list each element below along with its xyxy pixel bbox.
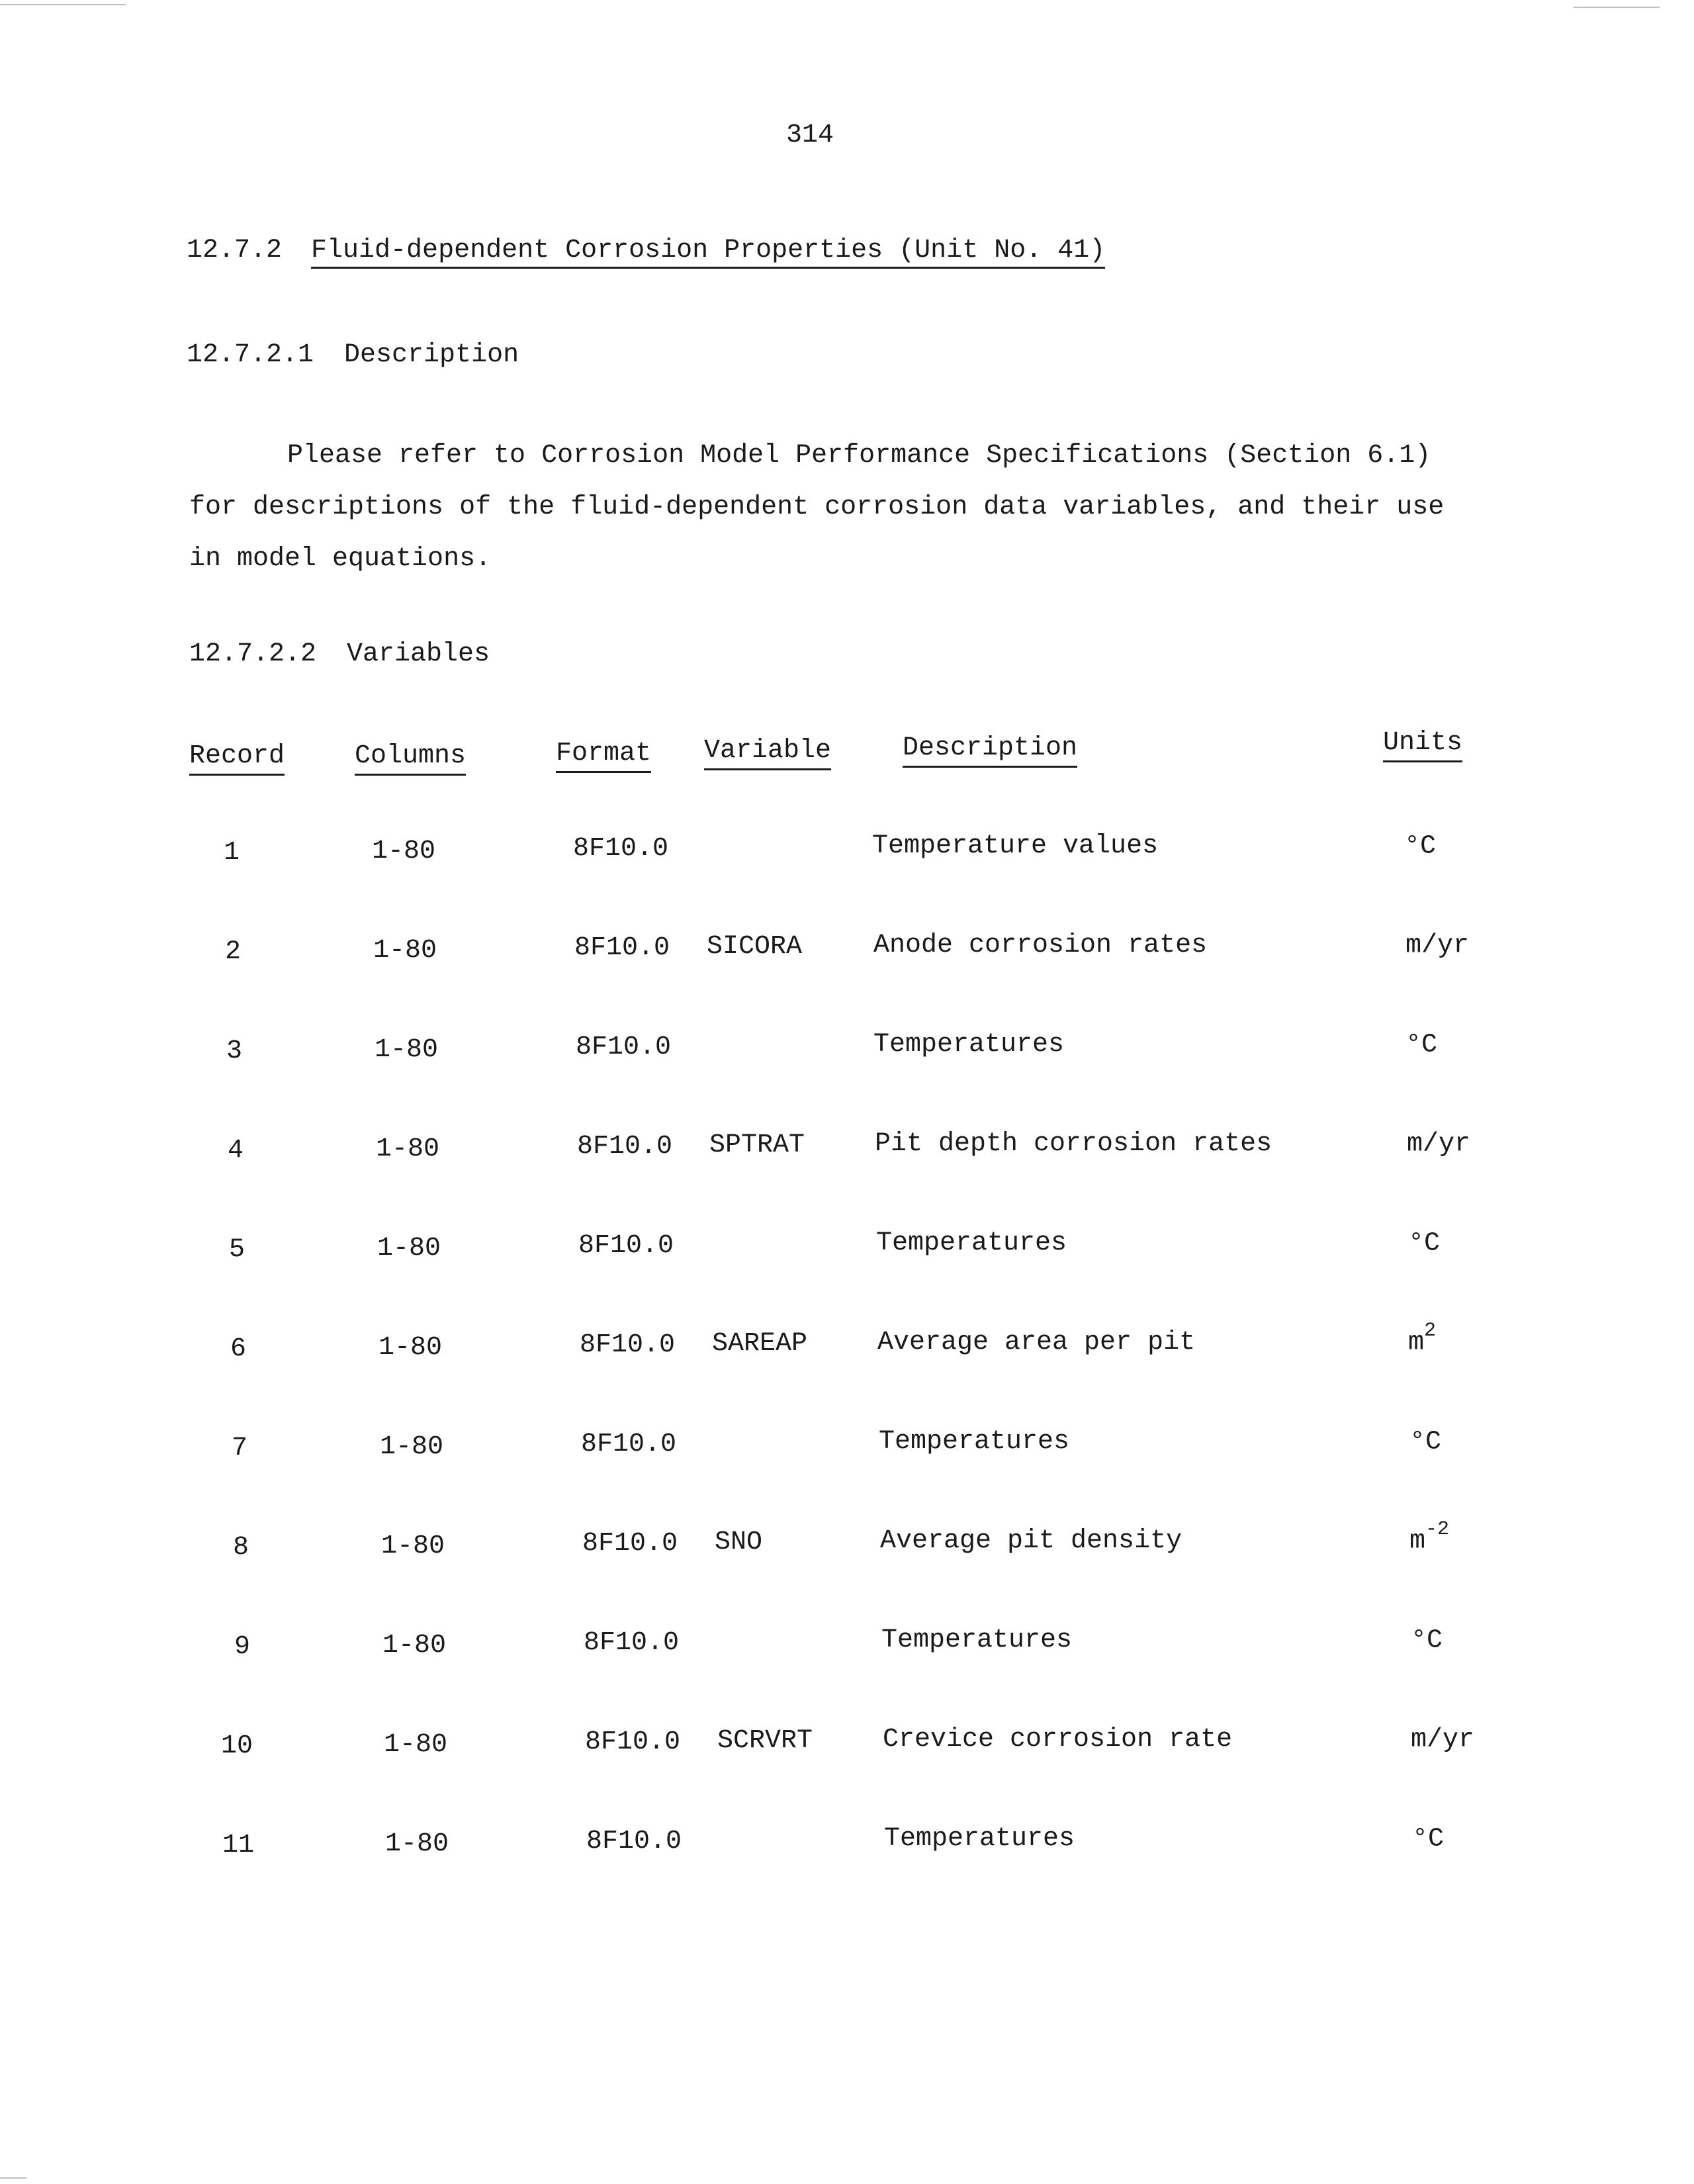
cell-format: 8F10.0 bbox=[577, 1132, 673, 1161]
cell-units bbox=[1407, 1125, 1470, 1159]
paragraph-line: Please refer to Corrosion Model Performance Specifications (Section 6.1) bbox=[287, 441, 1431, 471]
scan-edge-mark bbox=[0, 4, 126, 5]
cell-description: Temperatures bbox=[876, 1228, 1067, 1258]
units-base: °C bbox=[1411, 1625, 1443, 1656]
column-header-units: Units bbox=[1383, 728, 1462, 762]
column-header-record: Record bbox=[189, 741, 285, 776]
cell-units bbox=[1411, 1621, 1443, 1655]
column-header-format: Format bbox=[556, 739, 651, 773]
cell-units bbox=[1408, 1224, 1440, 1258]
cell-format: 8F10.0 bbox=[585, 1727, 681, 1757]
cell-units bbox=[1405, 1026, 1437, 1060]
description-paragraph bbox=[189, 430, 1526, 585]
cell-columns: 1-80 bbox=[382, 1631, 447, 1661]
cell-units bbox=[1405, 927, 1469, 960]
paragraph-line: for descriptions of the fluid-dependent corrosion data variables, and their use bbox=[189, 492, 1445, 522]
units-base: °C bbox=[1404, 831, 1437, 862]
scan-edge-mark bbox=[0, 2177, 26, 2179]
cell-record: 1 bbox=[224, 838, 240, 868]
cell-columns: 1-80 bbox=[372, 837, 436, 866]
cell-record: 3 bbox=[226, 1036, 243, 1066]
cell-units bbox=[1408, 1320, 1437, 1358]
cell-columns: 1-80 bbox=[377, 1234, 441, 1263]
cell-record: 11 bbox=[222, 1831, 255, 1860]
description-title: Description bbox=[344, 340, 519, 370]
cell-description: Temperatures bbox=[884, 1824, 1075, 1854]
cell-columns: 1-80 bbox=[373, 936, 437, 966]
cell-columns: 1-80 bbox=[380, 1432, 444, 1462]
column-header-columns: Columns bbox=[355, 741, 466, 776]
paragraph-line: in model equations. bbox=[189, 544, 492, 574]
cell-units bbox=[1404, 827, 1436, 861]
cell-units bbox=[1412, 1820, 1444, 1854]
cell-format: 8F10.0 bbox=[586, 1827, 682, 1856]
cell-variable: SPTRAT bbox=[709, 1130, 805, 1160]
cell-columns: 1-80 bbox=[376, 1134, 440, 1164]
variables-number: 12.7.2.2 bbox=[189, 639, 317, 669]
cell-description: Average area per pit bbox=[877, 1328, 1196, 1357]
units-base: m/yr bbox=[1407, 1129, 1471, 1160]
units-base: m bbox=[1409, 1526, 1426, 1557]
description-number: 12.7.2.1 bbox=[187, 340, 314, 370]
column-header-variable: Variable bbox=[704, 736, 831, 770]
cell-columns: 1-80 bbox=[375, 1035, 439, 1065]
cell-record: 7 bbox=[232, 1433, 248, 1463]
column-header-description: Description bbox=[903, 733, 1077, 768]
page-number: 314 bbox=[786, 120, 834, 150]
cell-record: 5 bbox=[229, 1235, 245, 1265]
cell-description: Average pit density bbox=[880, 1526, 1182, 1556]
cell-record: 4 bbox=[228, 1136, 244, 1165]
cell-units bbox=[1409, 1423, 1441, 1457]
cell-format: 8F10.0 bbox=[576, 1032, 672, 1062]
units-base: m/yr bbox=[1411, 1725, 1475, 1755]
cell-record: 8 bbox=[233, 1533, 249, 1563]
cell-variable: SICORA bbox=[707, 932, 803, 962]
cell-columns: 1-80 bbox=[381, 1531, 445, 1561]
cell-description: Pit depth corrosion rates bbox=[875, 1129, 1272, 1159]
cell-units bbox=[1411, 1721, 1474, 1754]
cell-variable: SNO bbox=[715, 1527, 763, 1557]
variables-title: Variables bbox=[347, 639, 490, 669]
section-number: 12.7.2 bbox=[187, 236, 283, 265]
cell-format: 8F10.0 bbox=[573, 834, 669, 864]
section-heading bbox=[187, 236, 1105, 265]
cell-format: 8F10.0 bbox=[582, 1529, 678, 1559]
cell-description: Temperatures bbox=[881, 1625, 1073, 1655]
cell-record: 6 bbox=[230, 1334, 247, 1364]
cell-description: Anode corrosion rates bbox=[873, 931, 1208, 960]
units-exponent: -2 bbox=[1425, 1518, 1450, 1541]
description-heading bbox=[187, 340, 519, 370]
cell-format: 8F10.0 bbox=[580, 1330, 676, 1360]
cell-variable: SAREAP bbox=[712, 1329, 808, 1359]
cell-description: Temperature values bbox=[872, 831, 1159, 861]
cell-format: 8F10.0 bbox=[584, 1628, 680, 1658]
units-base: °C bbox=[1412, 1824, 1445, 1854]
variables-heading bbox=[189, 639, 490, 669]
cell-description: Temperatures bbox=[879, 1427, 1070, 1457]
cell-columns: 1-80 bbox=[384, 1730, 448, 1760]
cell-format: 8F10.0 bbox=[574, 933, 670, 963]
cell-format: 8F10.0 bbox=[578, 1231, 674, 1261]
cell-units bbox=[1409, 1518, 1450, 1557]
units-base: °C bbox=[1405, 1030, 1438, 1060]
cell-columns: 1-80 bbox=[385, 1829, 449, 1859]
cell-variable: SCRVRT bbox=[717, 1726, 813, 1756]
cell-record: 10 bbox=[221, 1731, 253, 1761]
cell-record: 2 bbox=[225, 937, 242, 967]
units-base: °C bbox=[1409, 1427, 1442, 1457]
scan-edge-mark bbox=[1574, 7, 1660, 8]
cell-description: Crevice corrosion rate bbox=[883, 1725, 1233, 1754]
units-exponent: 2 bbox=[1424, 1320, 1437, 1342]
cell-columns: 1-80 bbox=[379, 1333, 443, 1363]
cell-format: 8F10.0 bbox=[581, 1430, 677, 1459]
section-title: Fluid-dependent Corrosion Properties (Unit No. 41) bbox=[311, 236, 1105, 269]
units-base: °C bbox=[1408, 1228, 1441, 1259]
units-base: m bbox=[1408, 1328, 1425, 1358]
cell-record: 9 bbox=[234, 1632, 251, 1662]
units-base: m/yr bbox=[1405, 931, 1470, 961]
cell-description: Temperatures bbox=[873, 1030, 1065, 1060]
